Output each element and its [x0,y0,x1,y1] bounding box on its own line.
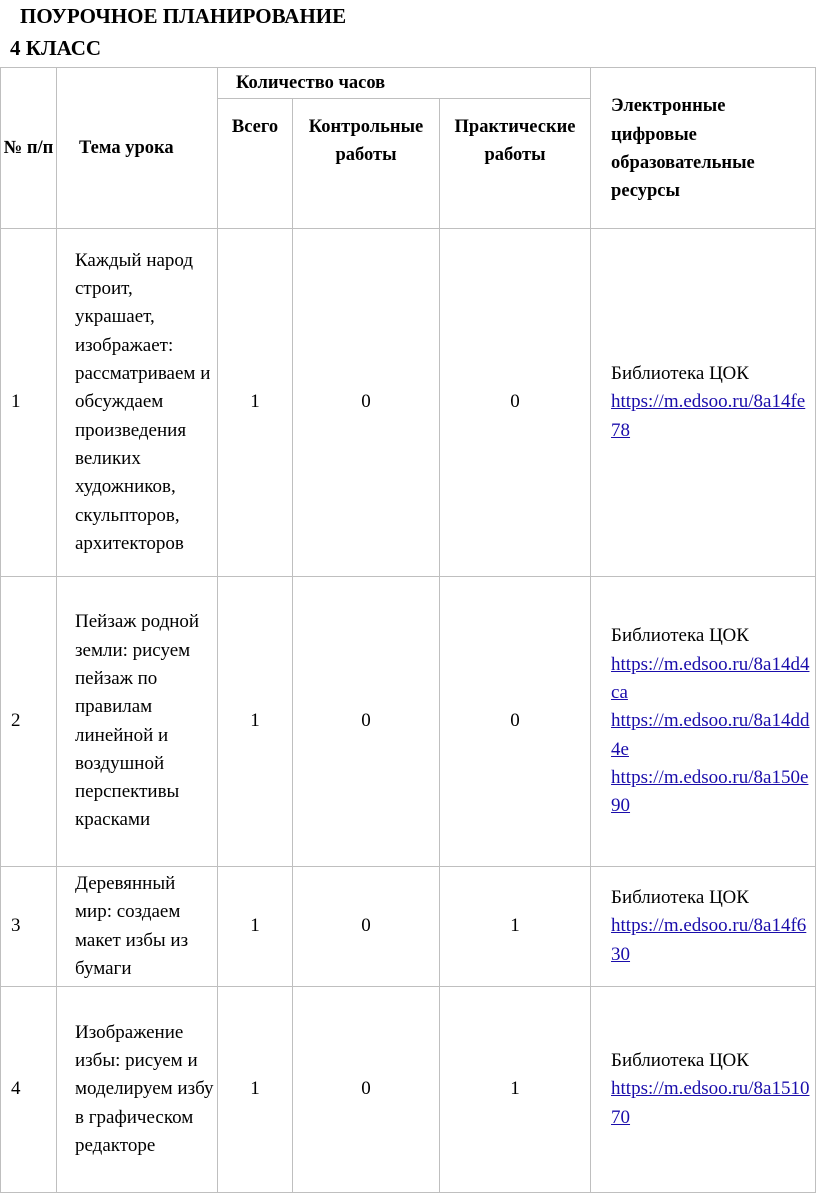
library-label: Библиотека ЦОК [611,887,749,909]
table-row [1,577,816,867]
resource-link[interactable]: https://m.edsoo.ru/8a14d4ca [611,653,810,704]
header-total: Всего [218,99,293,229]
row-control: 0 [293,987,440,1193]
row-num: 4 [1,987,57,1193]
row-topic: Деревянный мир: создаем макет избы из бумаги [57,867,218,987]
library-label: Библиотека ЦОК [611,363,749,385]
row-topic: Каждый народ строит, украшает, изображает: рассматриваем и обсуждаем произведения великих художников, скульпторов, архитекторов [57,229,218,577]
row-total: 1 [218,577,293,867]
table-row [1,229,816,577]
row-num: 1 [1,229,57,577]
row-num: 2 [1,577,57,867]
row-resources [591,987,816,1193]
page-title: ПОУРОЧНОЕ ПЛАНИРОВАНИЕ [20,4,347,28]
header-resources: Электронные цифровые образовательные ресурсы [591,68,816,229]
row-resources [591,577,816,867]
row-practical: 1 [440,987,591,1193]
row-control: 0 [293,229,440,577]
library-label: Библиотека ЦОК [611,625,749,647]
row-topic: Изображение избы: рисуем и моделируем избу в графическом редакторе [57,987,218,1193]
row-topic: Пейзаж родной земли: рисуем пейзаж по правилам линейной и воздушной перспективы красками [57,577,218,867]
library-label: Библиотека ЦОК [611,1050,749,1072]
table-row [1,867,816,987]
resource-link[interactable]: https://m.edsoo.ru/8a14f630 [611,915,807,965]
resource-link[interactable]: https://m.edsoo.ru/8a14dd4e [611,710,810,760]
table-row [1,987,816,1193]
row-control: 0 [293,577,440,867]
row-total: 1 [218,229,293,577]
header-hours: Количество часов [218,68,591,99]
row-control: 0 [293,867,440,987]
lesson-plan-table [0,67,816,1193]
resource-link[interactable]: https://m.edsoo.ru/8a150e90 [611,766,809,817]
header-control: Контрольные работы [293,99,440,229]
row-num: 3 [1,867,57,987]
row-practical: 0 [440,229,591,577]
header-num: № п/п [1,68,57,229]
row-practical: 1 [440,867,591,987]
header-row [1,68,816,99]
grade-subtitle: 4 КЛАСС [10,36,102,60]
resource-link[interactable]: https://m.edsoo.ru/8a151070 [611,1078,810,1128]
resource-link[interactable]: https://m.edsoo.ru/8a14fe78 [611,391,806,441]
header-topic: Тема урока [57,68,218,229]
header-practical: Практические работы [440,99,591,229]
row-practical: 0 [440,577,591,867]
row-resources [591,229,816,577]
row-total: 1 [218,867,293,987]
row-resources [591,867,816,987]
row-total: 1 [218,987,293,1193]
